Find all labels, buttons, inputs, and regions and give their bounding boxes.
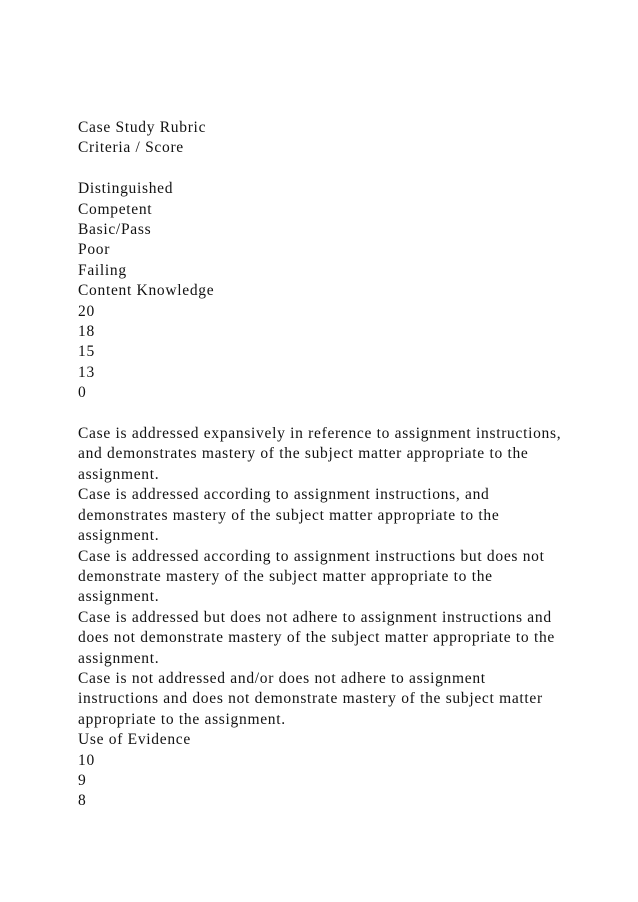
criterion-score: 9 bbox=[78, 771, 87, 789]
document-body bbox=[78, 118, 578, 812]
document-title: Case Study Rubric bbox=[78, 119, 207, 136]
criterion-description: Case is addressed according to assignment instructions, and demonstrates mastery of the subject matter appropriate to the assignment. bbox=[78, 486, 500, 545]
criterion-score: 20 bbox=[78, 302, 95, 320]
document-subtitle: Criteria / Score bbox=[78, 139, 184, 157]
criterion-score: 8 bbox=[78, 792, 87, 810]
level-poor: Poor bbox=[78, 241, 111, 259]
level-competent: Competent bbox=[78, 200, 153, 218]
criterion-description: Case is addressed according to assignment instructions but does not demonstrate mastery of the subject matter appropriate to the assignment. bbox=[78, 547, 545, 606]
level-basic-pass: Basic/Pass bbox=[78, 221, 152, 239]
criterion-score: 10 bbox=[78, 751, 95, 769]
criterion-name: Use of Evidence bbox=[78, 731, 191, 749]
criterion-name: Content Knowledge bbox=[78, 282, 215, 300]
criterion-description: Case is addressed but does not adhere to assignment instructions and does not demonstrate mastery of the subject matter appropriate to the assignment. bbox=[78, 608, 555, 667]
criterion-score: 13 bbox=[78, 363, 95, 381]
criterion-score: 15 bbox=[78, 343, 95, 361]
blank-line bbox=[78, 404, 578, 424]
criterion-score: 18 bbox=[78, 323, 95, 341]
blank-line bbox=[78, 159, 578, 179]
criterion-description: Case is not addressed and/or does not adhere to assignment instructions and does not demonstrate mastery of the subject matter appropriate to the assignment. bbox=[78, 669, 543, 728]
level-failing: Failing bbox=[78, 261, 127, 279]
criterion-score: 0 bbox=[78, 384, 87, 402]
level-distinguished: Distinguished bbox=[78, 180, 174, 198]
criterion-description: Case is addressed expansively in reference to assignment instructions, and demonstrates mastery of the subject matter appropriate to the assignment. bbox=[78, 425, 562, 483]
